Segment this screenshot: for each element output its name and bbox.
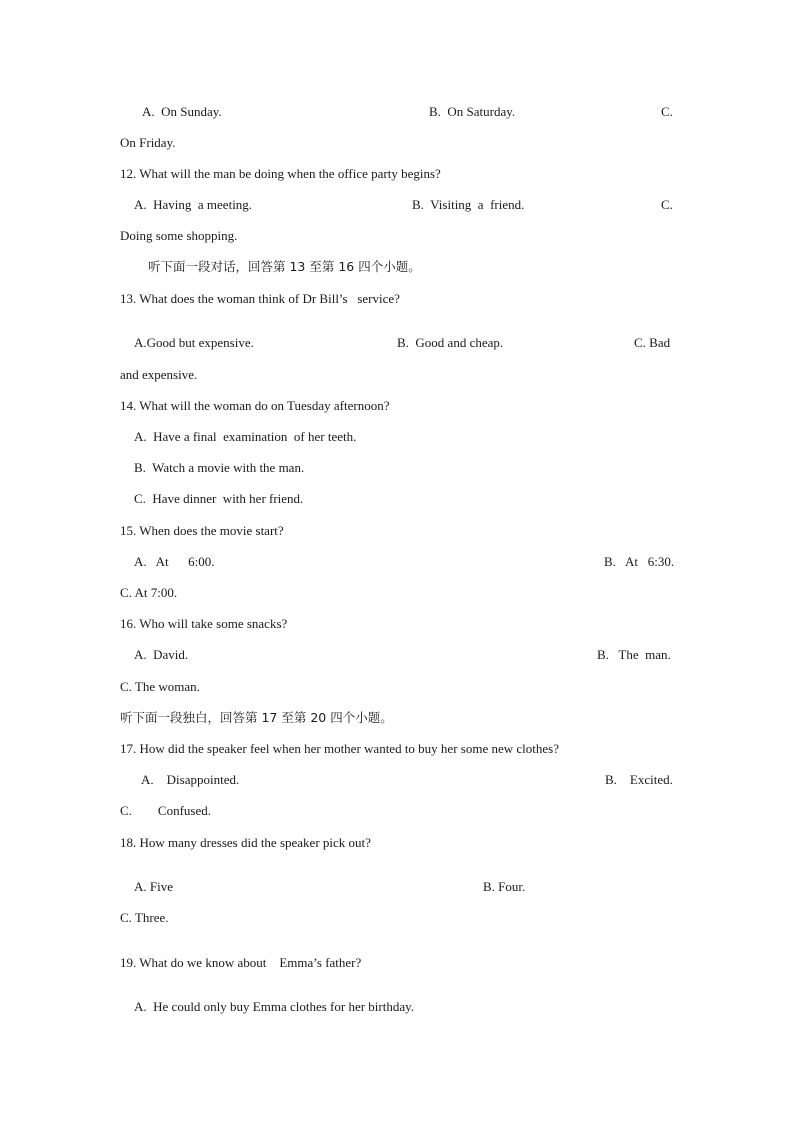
q12-option-c-label: C. bbox=[661, 197, 673, 212]
q17-option-b: B. Excited. bbox=[605, 772, 673, 787]
q18-option-b: B. Four. bbox=[483, 879, 526, 894]
q14-question: 14. What will the woman do on Tuesday afternoon? bbox=[120, 398, 390, 413]
q16-question: 16. Who will take some snacks? bbox=[120, 616, 288, 631]
section-heading-13-16: 听下面一段对话，回答第 13 至第 16 四个小题。 bbox=[148, 259, 421, 274]
q14-option-b: B. Watch a movie with the man. bbox=[134, 460, 305, 475]
q14-option-c: C. Have dinner with her friend. bbox=[134, 491, 304, 506]
q11-option-c-label: C. bbox=[661, 104, 673, 119]
q14-option-a: A. Have a final examination of her teeth. bbox=[134, 429, 357, 444]
q19-option-a: A. He could only buy Emma clothes for her birthday. bbox=[134, 999, 415, 1014]
q13-option-a: A.Good but expensive. bbox=[134, 335, 254, 350]
q18-question: 18. How many dresses did the speaker pick out? bbox=[120, 835, 371, 850]
q13-option-c-text: and expensive. bbox=[120, 367, 198, 382]
q11-option-b: B. On Saturday. bbox=[429, 104, 516, 119]
q15-option-c: C. At 7:00. bbox=[120, 585, 178, 600]
q17-option-c: C. Confused. bbox=[120, 803, 211, 818]
q18-option-a: A. Five bbox=[134, 879, 173, 894]
q17-option-a: A. Disappointed. bbox=[141, 772, 240, 787]
q11-option-c-text: On Friday. bbox=[120, 135, 176, 150]
q18-option-c: C. Three. bbox=[120, 910, 169, 925]
q12-option-a: A. Having a meeting. bbox=[134, 197, 253, 212]
q16-option-b: B. The man. bbox=[597, 647, 671, 662]
q15-option-b: B. At 6:30. bbox=[604, 554, 675, 569]
q12-question: 12. What will the man be doing when the office party begins? bbox=[120, 166, 441, 181]
q15-option-a: A. At 6:00. bbox=[134, 554, 215, 569]
q11-option-a: A. On Sunday. bbox=[142, 104, 222, 119]
q13-option-c-label: C. Bad bbox=[634, 335, 671, 350]
q17-question: 17. How did the speaker feel when her mother wanted to buy her some new clothes? bbox=[120, 741, 559, 756]
q13-question: 13. What does the woman think of Dr Bill’s service? bbox=[120, 291, 400, 306]
q12-option-b: B. Visiting a friend. bbox=[412, 197, 525, 212]
section-heading-17-20: 听下面一段独白，回答第 17 至第 20 四个小题。 bbox=[120, 710, 393, 725]
q19-question: 19. What do we know about Emma’s father? bbox=[120, 955, 362, 970]
q16-option-c: C. The woman. bbox=[120, 679, 200, 694]
q16-option-a: A. David. bbox=[134, 647, 189, 662]
q12-option-c-text: Doing some shopping. bbox=[120, 228, 238, 243]
q15-question: 15. When does the movie start? bbox=[120, 523, 284, 538]
q13-option-b: B. Good and cheap. bbox=[397, 335, 504, 350]
